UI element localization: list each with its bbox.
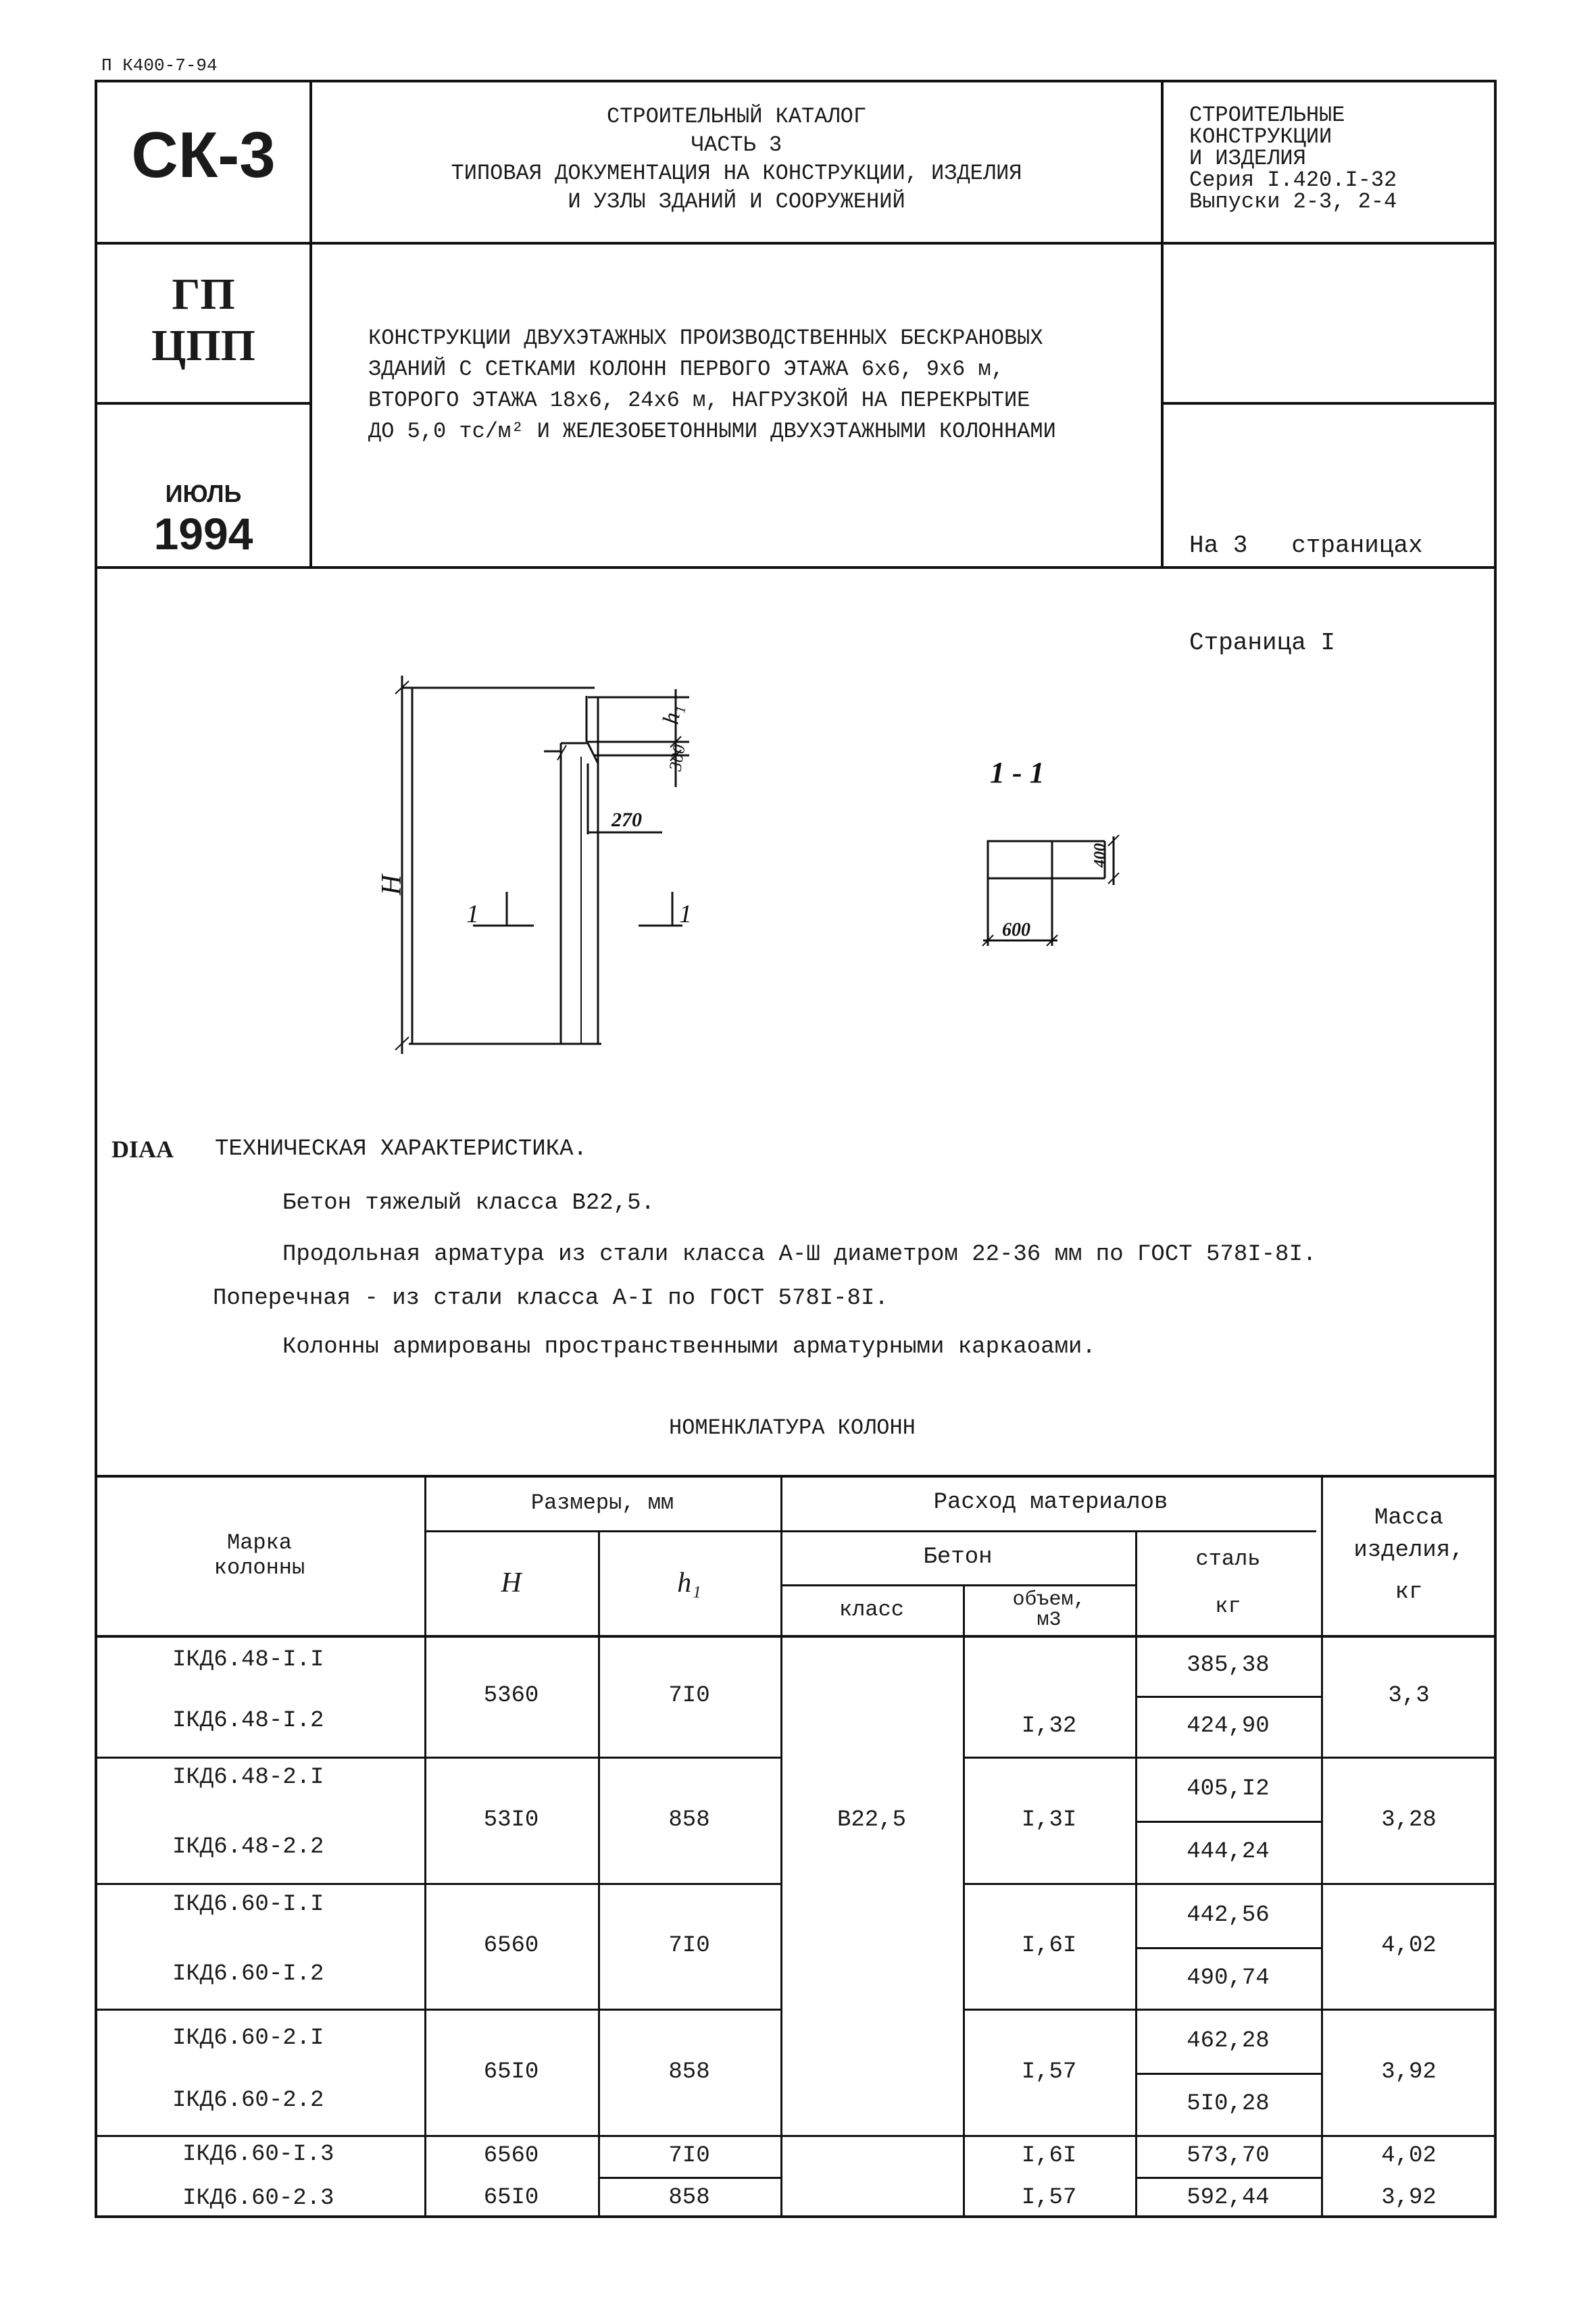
dim-270-label: 270 (612, 809, 642, 831)
th-sizes: Размеры, мм (530, 1490, 674, 1515)
th-mark: Марка колонны (214, 1530, 305, 1580)
h-cell: 5360 (483, 1683, 539, 1709)
section-mark-left: 1 (466, 900, 479, 928)
dim-400-label: 400 (1091, 843, 1109, 867)
table-title: НОМЕНКЛАТУРА КОЛОНН (669, 1415, 916, 1440)
mass-cell: 4,02 (1381, 2143, 1437, 2169)
steel-cell: 405,I2 (1187, 1776, 1270, 1802)
ck-label: СК-3 (131, 119, 276, 191)
steel-cell: 424,90 (1187, 1713, 1270, 1739)
mark-cell: IКД6.60-2.3 (182, 2186, 334, 2211)
class-cell: В22,5 (837, 1807, 907, 1833)
h1-cell: 858 (668, 2059, 710, 2085)
document-title: КОНСТРУКЦИИ ДВУХЭТАЖНЫХ ПРОИЗВОДСТВЕННЫХ БЕСКРАНОВЫХ ЗДАНИЙ С СЕТКАМИ КОЛОНН ПЕРВОГО ЭТАЖА 6х6, 9х6 м, ВТОРОГО ЭТАЖА 18х6, 24х6 м, НАГРУЗКОЙ НА ПЕРЕКРЫТИЕ ДО 5,0 тс/м² И ЖЕЛЕЗОБЕТОННЫМИ ДВУХЭТАЖНЫМИ КОЛОННАМИ (368, 326, 1056, 444)
catalog-title: СТРОИТЕЛЬНЫЙ КАТАЛОГ ЧАСТЬ 3 ТИПОВАЯ ДОКУМЕНТАЦИЯ НА КОНСТРУКЦИИ, ИЗДЕЛИЯ И УЗЛЫ ЗДАНИЙ И СООРУЖЕНИЙ (451, 104, 1022, 214)
mark-cell: IКД6.60-I.3 (182, 2142, 334, 2167)
dim-300-label: 300 (665, 743, 689, 773)
th-mass: Масса изделия, кг (1353, 1505, 1464, 1605)
mass-cell: 4,02 (1381, 1933, 1437, 1959)
specs-code: DIAA (111, 1136, 174, 1163)
h1-cell: 858 (668, 1807, 710, 1833)
organization: ГП ЦПП (151, 270, 255, 370)
section-title: 1 - 1 (990, 756, 1045, 789)
date-month: ИЮЛЬ (165, 480, 242, 507)
mass-cell: 3,3 (1388, 1683, 1430, 1709)
th-steel: сталь кг (1195, 1546, 1261, 1619)
mark-cell: IКД6.60-I.I (172, 1892, 324, 1917)
dim-h-label: H (376, 874, 407, 895)
volume-cell: I,57 (1021, 2184, 1077, 2211)
specs-heading: ТЕХНИЧЕСКАЯ ХАРАКТЕРИСТИКА. (215, 1136, 587, 1162)
steel-cell: 444,24 (1187, 1839, 1270, 1865)
pages-info: На 3 страницах Страница I (1189, 532, 1423, 657)
date-year: 1994 (153, 509, 253, 559)
steel-cell: 592,44 (1187, 2184, 1270, 2211)
h-cell: 65I0 (483, 2059, 539, 2085)
mark-cell: IКД6.48-I.2 (172, 1708, 324, 1734)
h-cell: 53I0 (483, 1807, 539, 1833)
spec-line-4: Колонны армированы пространственными арматурными каркаоами. (282, 1334, 1096, 1360)
th-concrete: Бетон (923, 1544, 993, 1570)
h-cell: 65I0 (483, 2184, 539, 2211)
h1-cell: 7I0 (668, 1683, 710, 1709)
mark-cell: IКД6.48-2.I (172, 1765, 324, 1790)
mark-cell: IКД6.48-I.I (172, 1647, 324, 1673)
volume-cell: I,6I (1021, 2143, 1077, 2169)
mark-cell: IКД6.60-2.2 (172, 2088, 324, 2113)
volume-cell: I,57 (1021, 2059, 1077, 2085)
steel-cell: 462,28 (1187, 2028, 1270, 2054)
mass-cell: 3,92 (1381, 2059, 1437, 2085)
h1-cell: 858 (668, 2184, 710, 2211)
volume-cell: I,32 (1021, 1713, 1077, 1739)
th-class: класс (839, 1597, 904, 1622)
steel-cell: 385,38 (1187, 1653, 1270, 1678)
volume-cell: I,6I (1021, 1933, 1077, 1959)
th-h1: h₁ (677, 1567, 701, 1599)
mark-cell: IКД6.48-2.2 (172, 1834, 324, 1860)
steel-cell: 442,56 (1187, 1902, 1270, 1928)
steel-cell: 490,74 (1187, 1965, 1270, 1991)
mark-cell: IКД6.60-2.I (172, 2026, 324, 2051)
spec-line-1: Бетон тяжелый класса В22,5. (282, 1190, 655, 1216)
steel-cell: 573,70 (1187, 2143, 1270, 2169)
dim-h1-label: h₁ (658, 702, 687, 726)
volume-cell: I,3I (1021, 1807, 1077, 1833)
mass-cell: 3,92 (1381, 2184, 1437, 2211)
steel-cell: 5I0,28 (1187, 2091, 1270, 2117)
th-h: H (501, 1567, 522, 1599)
mass-cell: 3,28 (1381, 1807, 1437, 1833)
document-code: П К400-7-94 (101, 55, 218, 76)
section-mark-right: 1 (679, 900, 692, 928)
spec-line-2: Продольная арматура из стали класса А-Ш диаметром 22-36 мм по ГОСТ 578I-8I. (282, 1242, 1317, 1267)
series-info: СТРОИТЕЛЬНЫЕ КОНСТРУКЦИИ И ИЗДЕЛИЯ Серия I.420.I-32 Выпуски 2-3, 2-4 (1189, 103, 1397, 214)
th-materials: Расход материалов (933, 1490, 1168, 1515)
dim-600-label: 600 (1002, 920, 1030, 940)
column-drawing (0, 0, 1596, 1149)
h-cell: 6560 (483, 2143, 539, 2169)
spec-line-3: Поперечная - из стали класса А-I по ГОСТ 578I-8I. (213, 1286, 889, 1311)
h1-cell: 7I0 (668, 1933, 710, 1959)
h-cell: 6560 (483, 1933, 539, 1959)
th-volume: объем, м3 (1012, 1588, 1086, 1632)
h1-cell: 7I0 (668, 2143, 710, 2169)
mark-cell: IКД6.60-I.2 (172, 1961, 324, 1987)
